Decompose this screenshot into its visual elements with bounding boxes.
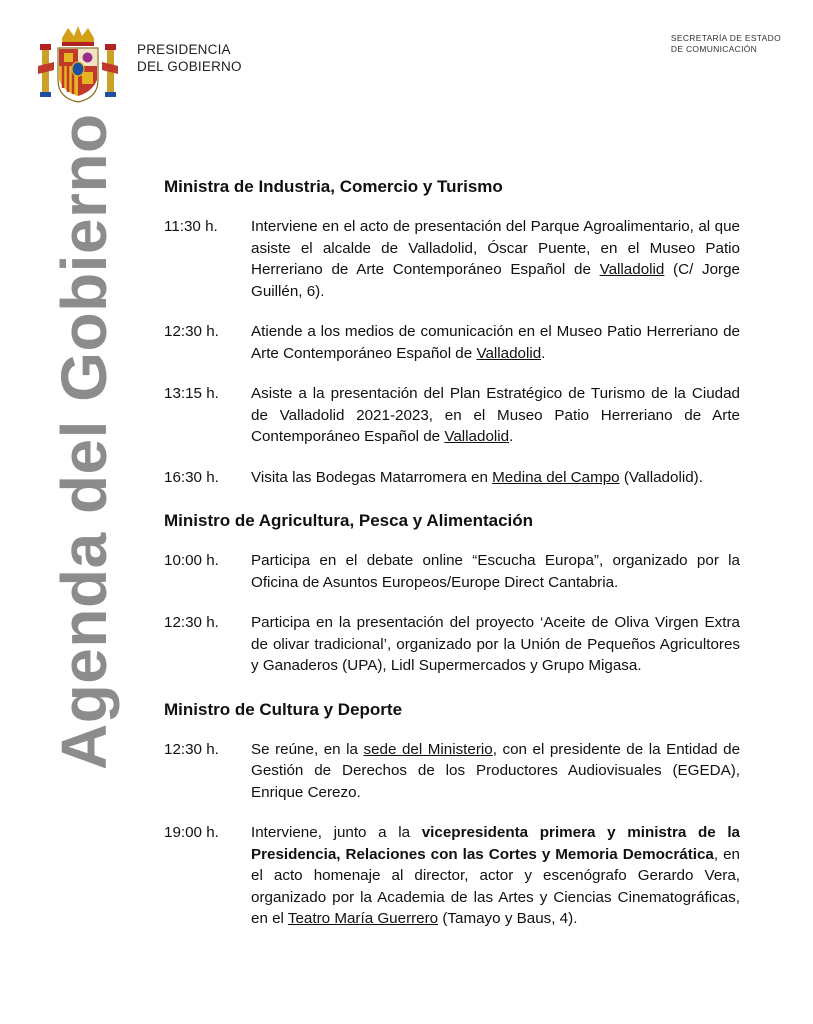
desc-text: Interviene, junto a la	[251, 824, 422, 841]
agenda-entry	[164, 612, 740, 677]
entry-description	[251, 321, 740, 364]
entry-description	[251, 822, 740, 930]
location-link: Valladolid	[444, 428, 510, 445]
section-title: Ministra de Industria, Comercio y Turismo	[164, 177, 503, 196]
entry-description	[251, 216, 740, 302]
agenda-entry	[164, 550, 740, 593]
agenda-entry	[164, 739, 740, 804]
entry-description: Participa en la presentación del proyecto ‘Aceite de Oliva Virgen Extra de olivar tradicional’, organizado por la Unión de Pequeños Agricultores y Ganaderos (UPA), Lidl Supermercados y Grupo Migasa.	[251, 614, 740, 674]
entry-time: 10:00 h.	[164, 552, 219, 569]
desc-text: , con el presidente de la Entidad de Gestión de Derechos de los Productores Audiovisuales (EGEDA), Enrique Cerezo.	[251, 740, 741, 801]
entry-time: 12:30 h.	[164, 614, 219, 631]
entry-description	[251, 739, 740, 804]
entry-description	[251, 467, 740, 489]
entry-time: 19:00 h.	[164, 824, 219, 841]
agenda-side-title: Agenda del Gobierno	[48, 113, 120, 770]
org-name-line1: PRESIDENCIA	[137, 42, 231, 57]
desc-text: Visita las Bodegas Matarromera en	[251, 468, 493, 486]
entry-time: 16:30 h.	[164, 468, 219, 486]
section-cultura	[164, 699, 740, 930]
location-link: Valladolid	[476, 344, 542, 362]
location-link: Valladolid	[599, 261, 665, 278]
desc-text: , en el acto homenaje al director, actor y escenógrafo Gerardo Vera, organizado por la Academia de las Artes y Ciencias Cinematográficas, en el	[251, 845, 740, 927]
entry-description: Participa en el debate online “Escucha Europa”, organizado por la Oficina de Asuntos Europeos/Europe Direct Cantabria.	[251, 552, 740, 591]
agenda-entry	[164, 383, 740, 448]
bold-attendee: vicepresidenta primera y ministra de la Presidencia, Relaciones con las Cortes y Memoria Democrática	[251, 824, 740, 863]
secretariat-line2: DE COMUNICACIÓN	[670, 44, 758, 54]
desc-text: (Tamayo y Baus, 4).	[438, 910, 578, 927]
entry-time: 12:30 h.	[164, 323, 219, 340]
spain-coat-of-arms-icon	[38, 24, 118, 104]
org-name	[137, 41, 242, 75]
entry-time: 11:30 h.	[164, 218, 218, 235]
desc-text: Interviene en el acto de presentación del Parque Agroalimentario, al que asiste el alcalde de Valladolid, Óscar Puente, en el Museo Patio Herreriano de Arte Contemporáneo Español de	[251, 218, 740, 278]
location-link: sede del Ministerio	[363, 740, 493, 758]
secretariat-name	[671, 33, 781, 55]
agenda-entry	[164, 467, 740, 489]
entry-time: 12:30 h.	[164, 740, 219, 758]
entry-description	[251, 383, 740, 448]
section-title: Ministro de Cultura y Deporte	[164, 699, 403, 719]
desc-text: (Valladolid).	[619, 468, 703, 486]
location-link: Medina del Campo	[492, 468, 620, 486]
agenda-entry	[164, 321, 740, 364]
section-industria	[164, 176, 740, 488]
desc-text: Asiste a la presentación del Plan Estratégico de Turismo de la Ciudad de Valladolid 2021-2023, en el Museo Patio Herreriano de Arte Contemporáneo Español de	[251, 385, 740, 445]
location-link: Teatro María Guerrero	[287, 910, 439, 927]
section-agricultura	[164, 510, 740, 677]
desc-text: Se reúne, en la	[251, 740, 364, 758]
agenda-content	[164, 176, 740, 952]
desc-text: (C/ Jorge Guillén, 6).	[251, 261, 740, 300]
agenda-entry	[164, 216, 740, 302]
agenda-entry	[164, 822, 740, 930]
desc-text: Atiende a los medios de comunicación en el Museo Patio Herreriano de Arte Contemporáneo Español de	[251, 323, 740, 362]
entry-time: 13:15 h.	[164, 385, 219, 402]
desc-text: .	[509, 428, 514, 445]
secretariat-line1: SECRETARÍA DE ESTADO	[670, 33, 781, 43]
org-name-line2: DEL GOBIERNO	[137, 59, 242, 74]
coat-of-arms-logo	[38, 24, 118, 104]
section-title: Ministro de Agricultura, Pesca y Alimentación	[164, 511, 534, 530]
desc-text: .	[541, 344, 546, 362]
